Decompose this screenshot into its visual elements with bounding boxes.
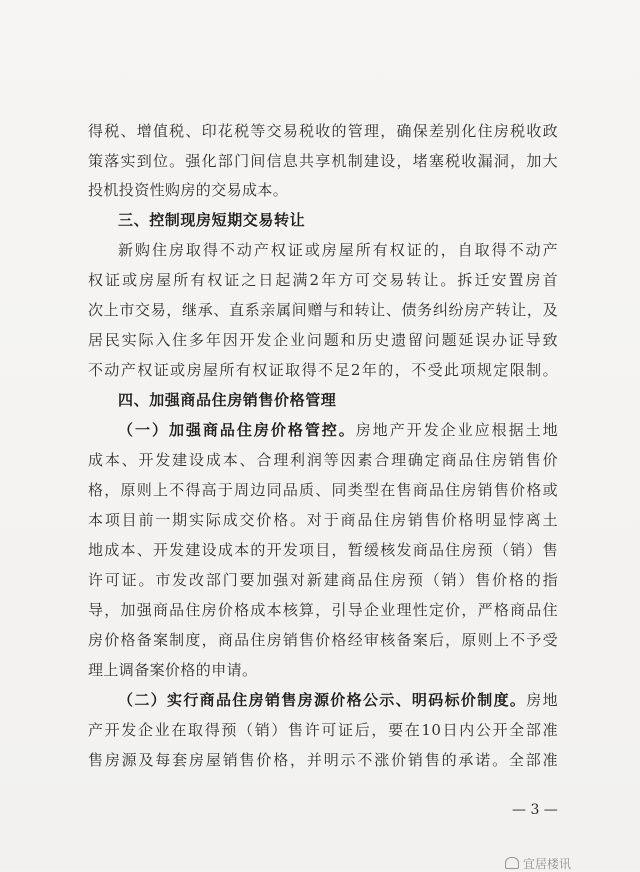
paragraph-lead: （一）加强商品住房价格管控。 <box>118 421 356 439</box>
paragraph-1-first-line <box>118 420 558 440</box>
body-text: 房地产开发企业应根据土地 <box>355 421 558 439</box>
body-line: 导，加强商品住房价格成本核算，引导企业理性定价，严格商品住 <box>88 601 558 619</box>
body-line: 次上市交易，继承、直系亲属间赠与和转让、债务纠纷房产转让，及 <box>88 301 558 319</box>
body-line: 权证或房屋所有权证之日起满2年方可交易转让。拆迁安置房首 <box>88 271 558 289</box>
watermark-text: 宜居楼讯 <box>523 857 572 871</box>
body-line: 本项目前一期实际成交价格。对于商品住房销售价格明显悖离土 <box>88 511 558 529</box>
watermark <box>505 856 571 872</box>
body-line: 房价格备案制度，商品住房销售价格经审核备案后，原则上不予受 <box>88 631 558 649</box>
section-heading-3: 三、控制现房短期交易转让 <box>118 211 306 229</box>
body-line: 成本、开发建设成本、合理利润等因素合理确定商品住房销售价 <box>88 451 558 469</box>
body-line: 许可证。市发改部门要加强对新建商品住房预（销）售价格的指 <box>88 571 558 589</box>
body-line: 地成本、开发建设成本的开发项目，暂缓核发商品住房预（销）售 <box>88 541 558 559</box>
body-line: 居民实际入住多年因开发企业问题和历史遗留问题延误办证导致 <box>88 331 558 349</box>
wechat-logo-icon <box>505 857 519 869</box>
body-line: 策落实到位。强化部门间信息共享机制建设，堵塞税收漏洞，加大 <box>88 152 558 170</box>
page-number: — 3 — <box>512 802 558 818</box>
body-line: 不动产权证或房屋所有权证取得不足2年的，不受此项规定限制。 <box>88 361 558 379</box>
body-line: 新购住房取得不动产权证或房屋所有权证的，自取得不动产 <box>118 241 558 259</box>
paragraph-2-first-line <box>118 690 558 710</box>
paragraph-lead: （二）实行商品住房销售房源价格公示、明码标价制度。 <box>118 691 527 709</box>
body-line: 产开发企业在取得预（销）售许可证后，要在10日内公开全部准 <box>88 721 558 739</box>
body-line: 售房源及每套房屋销售价格，并明示不涨价销售的承诺。全部准 <box>88 751 558 769</box>
body-line: 投机投资性购房的交易成本。 <box>88 181 289 199</box>
body-line: 格，原则上不得高于周边同品质、同类型在售商品住房销售价格或 <box>88 481 558 499</box>
body-line: 得税、增值税、印花税等交易税收的管理，确保差别化住房税收政 <box>88 122 558 140</box>
section-heading-4: 四、加强商品住房销售价格管理 <box>118 391 337 409</box>
body-text: 房地 <box>526 691 558 709</box>
body-line: 理上调备案价格的申请。 <box>88 661 258 679</box>
